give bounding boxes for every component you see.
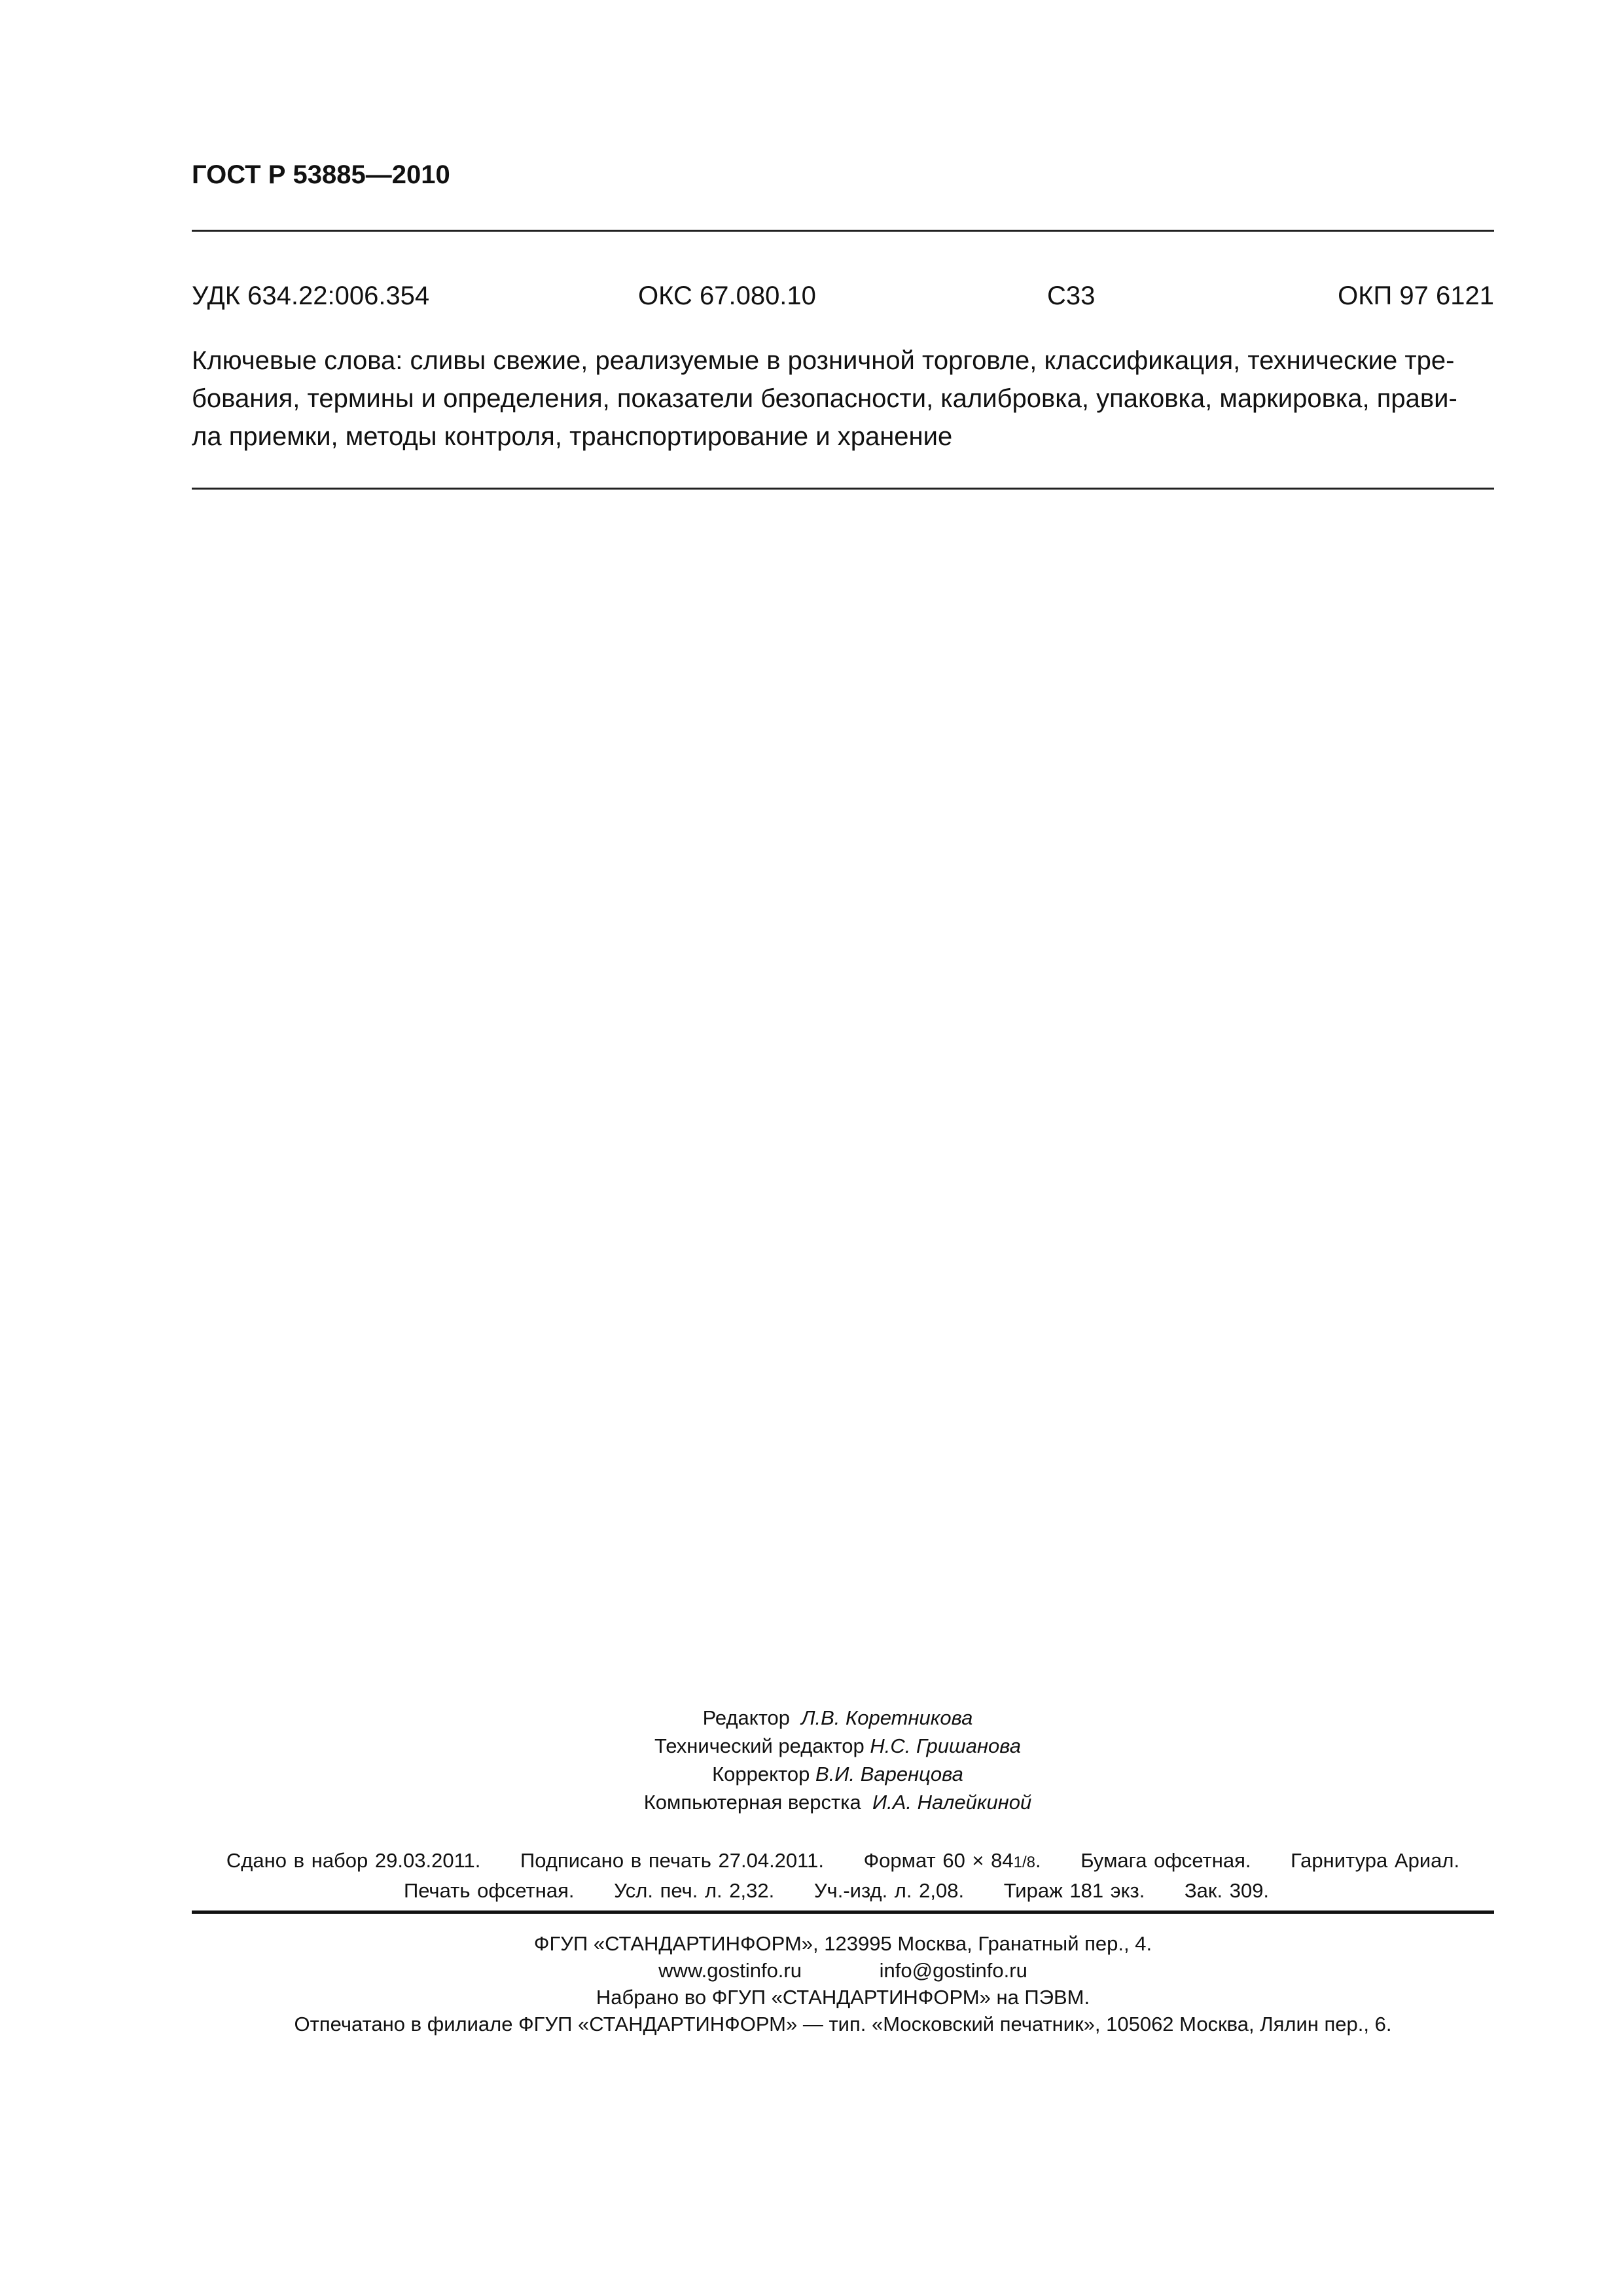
paper-type: Бумага офсетная. (1080, 1849, 1251, 1872)
credits-block (589, 1704, 1086, 1816)
tech-editor-name: Н.С. Гришанова (870, 1734, 1021, 1757)
udk-code: УДК 634.22:006.354 (192, 281, 430, 310)
publishing-sheets: Уч.-изд. л. 2,08. (813, 1879, 965, 1902)
group-code: С33 (1047, 281, 1096, 310)
keywords-line: ла приемки, методы контроля, транспортирование и хранение (192, 422, 953, 451)
corrector-line (589, 1760, 1086, 1788)
print-method: Печать офсетная. (403, 1879, 575, 1902)
top-rule (192, 230, 1494, 232)
imprint-line-1 (192, 1849, 1494, 1873)
editor-label: Редактор (702, 1706, 791, 1729)
corrector-name: В.И. Варенцова (815, 1763, 963, 1785)
conditional-sheets: Усл. печ. л. 2,32. (614, 1879, 775, 1902)
submitted-date: Сдано в набор 29.03.2011. (226, 1849, 481, 1872)
layout-name: И.А. Налейкиной (872, 1791, 1032, 1814)
editor-name: Л.В. Коретникова (801, 1706, 973, 1729)
layout-line (589, 1788, 1086, 1816)
format-fraction: 1/8 (1013, 1854, 1035, 1871)
typeset-note: Набрано во ФГУП «СТАНДАРТИНФОРМ» на ПЭВМ. (596, 1986, 1090, 2009)
circulation: Тираж 181 экз. (1003, 1879, 1145, 1902)
website-link[interactable]: www.gostinfo.ru (658, 1959, 802, 1982)
email-link[interactable]: info@gostinfo.ru (879, 1959, 1027, 1982)
tech-editor-line (589, 1732, 1086, 1760)
layout-label: Компьютерная верстка (643, 1791, 861, 1814)
printed-note: Отпечатано в филиале ФГУП «СТАНДАРТИНФОРМ» — тип. «Московский печатник», 105062 Москва, Лялин пер., 6. (294, 2013, 1392, 2036)
document-id: ГОСТ Р 53885—2010 (192, 160, 450, 189)
oks-code: ОКС 67.080.10 (638, 281, 816, 310)
format-info: Формат 60 × 841/8. (863, 1849, 1041, 1872)
tech-editor-label: Технический редактор (654, 1734, 865, 1757)
order-number: Зак. 309. (1184, 1879, 1270, 1902)
keywords-paragraph (192, 342, 1494, 456)
corrector-label: Корректор (712, 1763, 810, 1785)
imprint-rule (192, 1910, 1494, 1914)
keywords-rule (192, 488, 1494, 490)
imprint-line-2 (192, 1879, 1481, 1903)
publisher-address: ФГУП «СТАНДАРТИНФОРМ», 123995 Москва, Гранатный пер., 4. (533, 1932, 1152, 1955)
okp-code: ОКП 97 6121 (1338, 281, 1494, 310)
publisher-contacts (192, 1959, 1494, 1982)
signed-date: Подписано в печать 27.04.2011. (520, 1849, 824, 1872)
keywords-line: бования, термины и определения, показатели безопасности, калибровка, упаковка, маркировка, прави- (192, 384, 1457, 413)
typeface: Гарнитура Ариал. (1291, 1849, 1460, 1872)
editor-line (589, 1704, 1086, 1732)
keywords-line: Ключевые слова: сливы свежие, реализуемые в розничной торговле, классификация, технические тре- (192, 346, 1455, 375)
